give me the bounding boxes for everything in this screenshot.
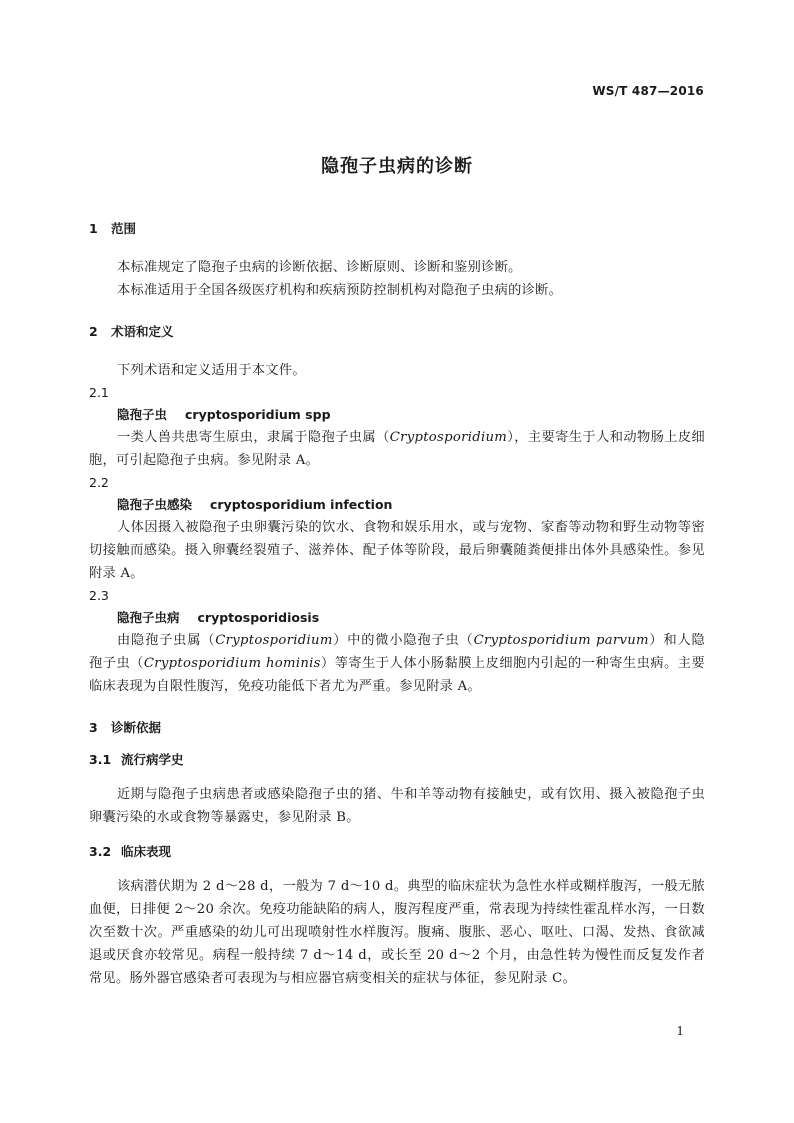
term-2-3-number: 2.3 <box>89 588 109 603</box>
section-1-heading <box>89 220 705 238</box>
section-2-title: 术语和定义 <box>111 324 174 339</box>
scope-paragraph-2: 本标准适用于全国各级医疗机构和疾病预防控制机构对隐孢子虫病的诊断。 <box>117 283 563 298</box>
scope-paragraph-1: 本标准规定了隐孢子虫病的诊断依据、诊断原则、诊断和鉴别诊断。 <box>117 260 522 275</box>
term-2-3-heading <box>89 607 705 629</box>
subsection-3-2-number: 3.2 <box>89 844 112 859</box>
terms-intro: 下列术语和定义适用于本文件。 <box>117 363 306 378</box>
page-number: 1 <box>676 1024 684 1038</box>
term-2-3-cn: 隐孢子虫病 <box>117 610 180 625</box>
subsection-3-1-number: 3.1 <box>89 752 112 767</box>
document-title: 隐孢子虫病的诊断 <box>321 156 473 177</box>
term-2-2-number: 2.2 <box>89 475 109 490</box>
term-2-3-definition: 由隐孢子虫属（Cryptosporidium）中的微小隐孢子虫（Cryptosporidium parvum）和人隐孢子虫（Cryptosporidium hominis）等寄生于人体小肠黏膜上皮细胞内引起的一种寄生虫病。主要临床表现为自限性腹泻，免疫功能低下者尤为严重。参见附录 A。 <box>89 633 706 694</box>
term-2-1-definition: 一类人兽共患寄生原虫，隶属于隐孢子虫属（Cryptosporidium），主要寄生于人和动物肠上皮细胞，可引起隐孢子虫病。参见附录 A。 <box>89 430 706 468</box>
subsection-3-1-title: 流行病学史 <box>121 752 184 767</box>
section-3-title: 诊断依据 <box>111 720 162 735</box>
subsection-3-2-title: 临床表现 <box>121 844 172 859</box>
term-2-2-definition: 人体因摄入被隐孢子虫卵囊污染的饮水、食物和娱乐用水，或与宠物、家畜等动物和野生动物等密切接触而感染。摄入卵囊经裂殖子、滋养体、配子体等阶段，最后卵囊随粪便排出体外具感染性。参见附录 A。 <box>89 520 705 581</box>
term-2-2-cn: 隐孢子虫感染 <box>117 497 193 512</box>
term-2-2-en: cryptosporidium infection <box>210 497 393 512</box>
section-2-number: 2 <box>89 324 98 339</box>
subsection-3-1-heading <box>89 751 705 769</box>
term-2-1-cn: 隐孢子虫 <box>117 407 168 422</box>
standard-code: WS/T 487—2016 <box>592 84 704 98</box>
term-2-1-en: cryptosporidium spp <box>185 407 331 422</box>
section-3-heading <box>89 719 705 737</box>
term-2-2-heading <box>89 494 705 516</box>
document-body <box>89 220 705 990</box>
section-1-title: 范围 <box>111 221 137 236</box>
term-2-1-heading <box>89 404 705 426</box>
epidemiology-paragraph: 近期与隐孢子虫病患者或感染隐孢子虫的猪、牛和羊等动物有接触史，或有饮用、摄入被隐孢子虫卵囊污染的水或食物等暴露史，参见附录 B。 <box>89 787 705 825</box>
section-2-heading <box>89 323 705 341</box>
clinical-paragraph: 该病潜伏期为 2 d～28 d，一般为 7 d～10 d。典型的临床症状为急性水样或糊样腹泻，一般无脓血便，日排便 2～20 余次。免疫功能缺陷的病人，腹泻程度严重，常表现为持续性霍乱样水泻，一日数次至数十次。严重感染的幼儿可出现喷射性水样腹泻。腹痛、腹胀、恶心、呕吐、口渴、发热、食欲减退或厌食亦较常见。病程一般持续 7 d～14 d，或长至 20 d～2 个月，由急性转为慢性而反复发作者常见。肠外器官感染者可表现为与相应器官病变相关的症状与体征，参见附录 C。 <box>89 879 705 986</box>
term-2-3-en: cryptosporidiosis <box>197 610 320 625</box>
term-2-1-number: 2.1 <box>89 385 109 400</box>
section-3-number: 3 <box>89 720 98 735</box>
section-1-number: 1 <box>89 221 98 236</box>
subsection-3-2-heading <box>89 843 705 861</box>
